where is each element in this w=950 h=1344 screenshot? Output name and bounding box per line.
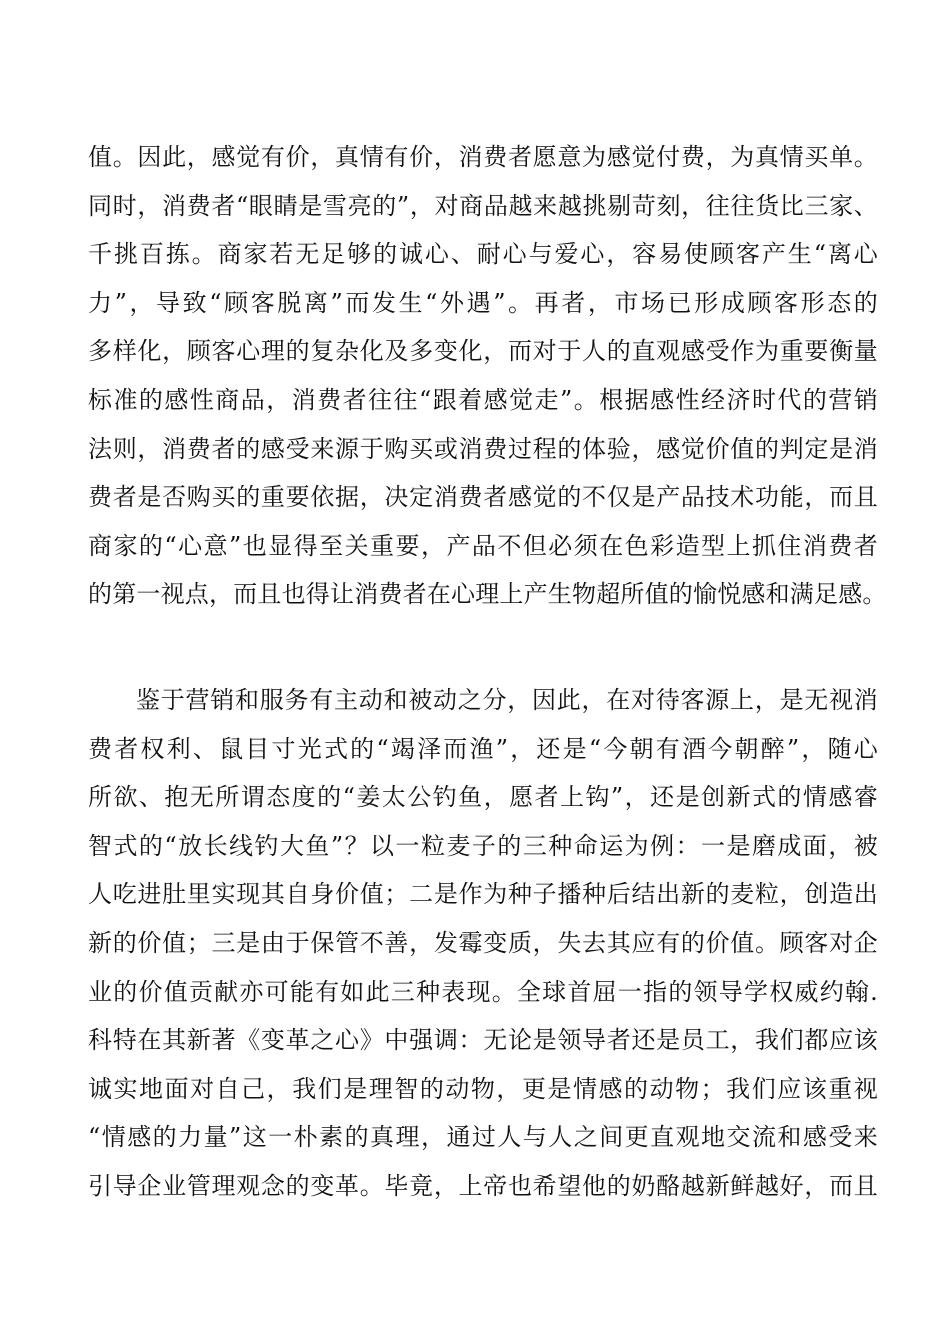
text-line: 智式的“放长线钓大鱼”？以一粒麦子的三种命运为例：一是磨成面，被 bbox=[88, 831, 878, 860]
text-line: 费者是否购买的重要依据，决定消费者感觉的不仅是产品技术功能，而且 bbox=[88, 483, 878, 512]
text-line: 业的价值贡献亦可能有如此三种表现。全球首屈一指的领导学权威约翰. bbox=[88, 977, 878, 1006]
text-line: 多样化，顾客心理的复杂化及多变化，而对于人的直观感受作为重要衡量 bbox=[88, 337, 878, 366]
text-line: 的第一视点，而且也得让消费者在心理上产生物超所值的愉悦感和满足感。 bbox=[88, 580, 887, 609]
text-line: 诚实地面对自己，我们是理智的动物，更是情感的动物；我们应该重视 bbox=[88, 1074, 878, 1103]
text-line: 鉴于营销和服务有主动和被动之分，因此，在对待客源上，是无视消 bbox=[136, 686, 878, 714]
text-line: 值。因此，感觉有价，真情有价，消费者愿意为感觉付费，为真情买单。 bbox=[88, 143, 878, 171]
text-line: 力”，导致“顾客脱离”而发生“外遇”。再者，市场已形成顾客形态的 bbox=[88, 288, 878, 317]
text-line: 标准的感性商品，消费者往往“跟着感觉走”。根据感性经济时代的营销 bbox=[88, 385, 878, 414]
paragraph-1 bbox=[88, 133, 887, 619]
text-line: 千挑百拣。商家若无足够的诚心、耐心与爱心，容易使顾客产生“离心 bbox=[88, 240, 878, 269]
text-line: 科特在其新著《变革之心》中强调：无论是领导者还是员工，我们都应该 bbox=[88, 1026, 878, 1055]
text-line: 所欲、抱无所谓态度的“姜太公钓鱼，愿者上钩”，还是创新式的情感睿 bbox=[88, 783, 878, 812]
text-line: “情感的力量”这一朴素的真理，通过人与人之间更直观地交流和感受来 bbox=[88, 1123, 878, 1152]
text-line: 人吃进肚里实现其自身价值；二是作为种子播种后结出新的麦粒，创造出 bbox=[88, 880, 878, 909]
text-line: 新的价值；三是由于保管不善，发霉变质，失去其应有的价值。顾客对企 bbox=[88, 928, 878, 957]
text-line: 法则，消费者的感受来源于购买或消费过程的体验，感觉价值的判定是消 bbox=[88, 434, 878, 463]
text-line: 同时，消费者“眼睛是雪亮的”，对商品越来越挑剔苛刻，往往货比三家、 bbox=[88, 191, 878, 220]
paragraph-2 bbox=[88, 676, 878, 1211]
text-line: 引导企业管理观念的变革。毕竟，上帝也希望他的奶酪越新鲜越好，而且 bbox=[88, 1171, 878, 1200]
text-line: 费者权利、鼠目寸光式的“竭泽而渔”，还是“今朝有酒今朝醉”，随心 bbox=[88, 734, 878, 763]
text-line: 商家的“心意”也显得至关重要，产品不但必须在色彩造型上抓住消费者 bbox=[88, 531, 878, 560]
